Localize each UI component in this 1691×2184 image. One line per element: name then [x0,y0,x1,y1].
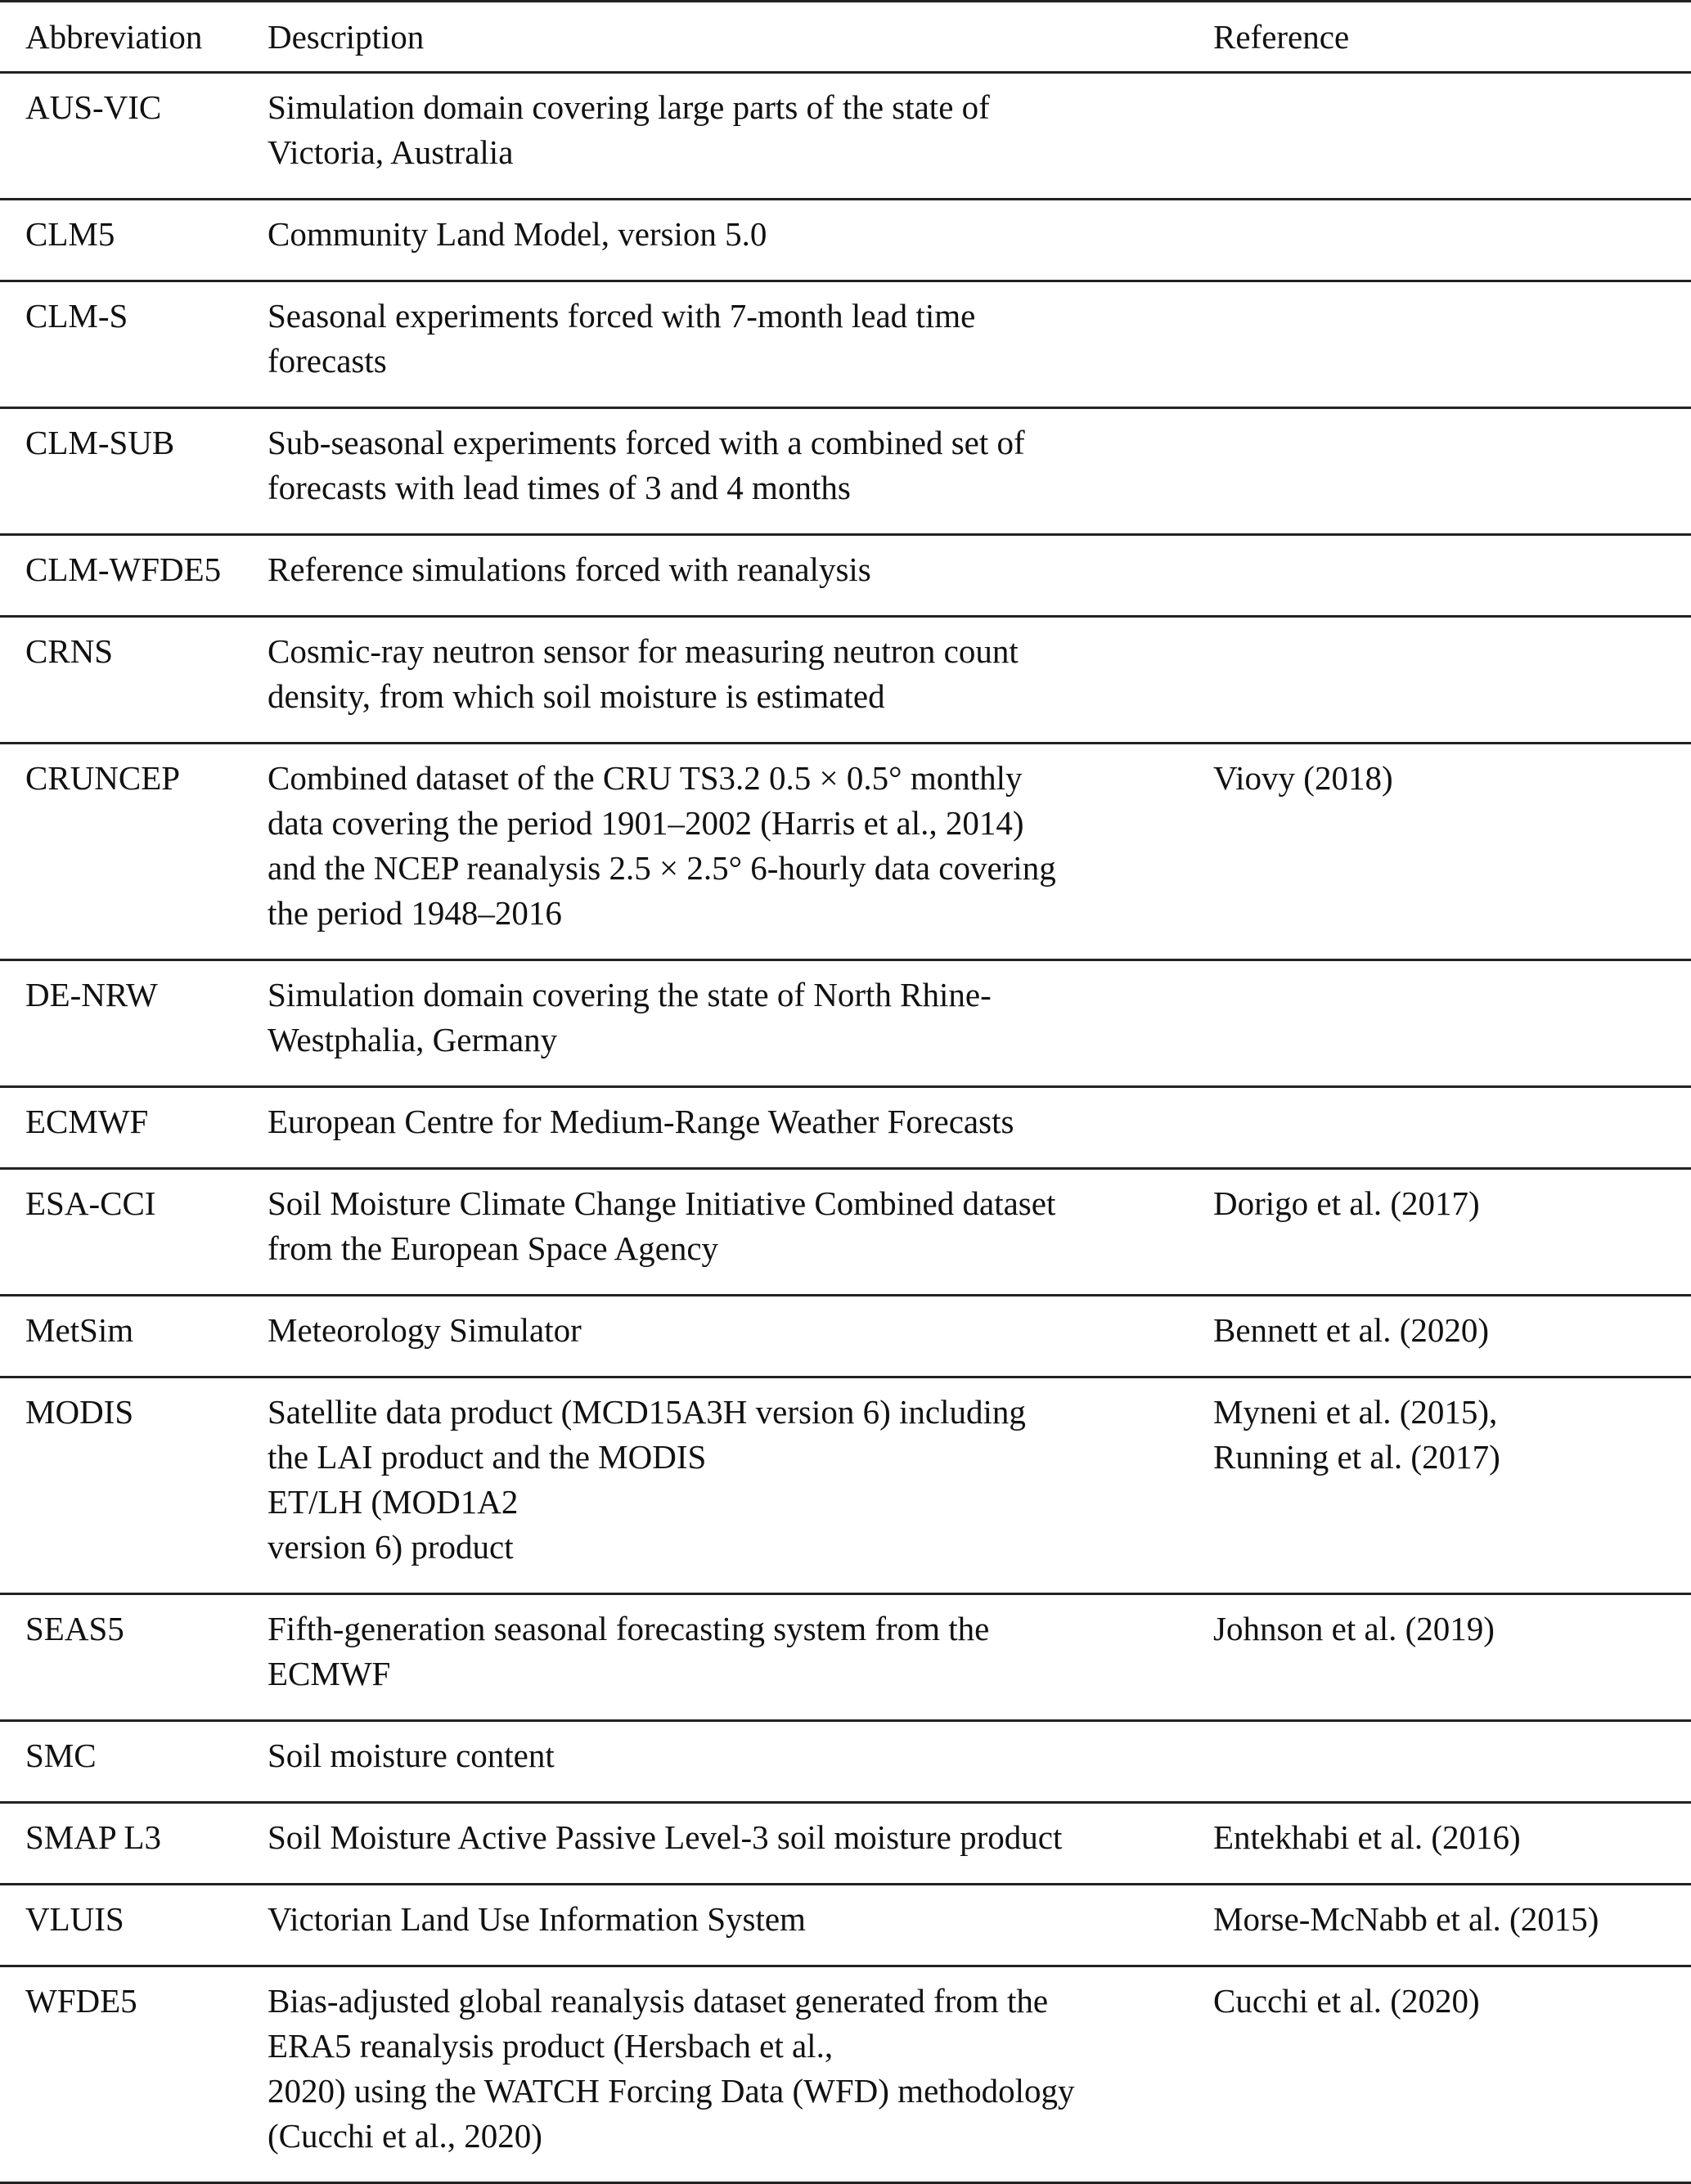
description-line: Cosmic-ray neutron sensor for measuring neutron count [268,632,1019,670]
reference-cell [1213,408,1691,535]
abbreviation-cell: MetSim [25,1311,134,1349]
description-line: density, from which soil moisture is estimated [268,677,885,715]
description-cell [268,1377,1213,1594]
description-line: Victorian Land Use Information System [268,1900,806,1938]
reference-cell [1213,960,1691,1087]
description-cell [268,73,1213,200]
abbreviation-cell: VLUIS [25,1900,124,1938]
table-row [0,1966,1691,2183]
header-description: Description [268,17,425,56]
reference-line: Bennett et al. (2020) [1213,1311,1490,1349]
reference-cell [1213,1594,1691,1721]
table-body [0,73,1691,2183]
header-row [0,2,1691,73]
description-line: ERA5 reanalysis product (Hersbach et al., [268,2027,834,2065]
description-line: Simulation domain covering large parts of the state of [268,88,990,126]
description-line: Community Land Model, version 5.0 [268,215,767,253]
table-row [0,1169,1691,1296]
description-line: data covering the period 1901–2002 (Harris et al., 2014) [268,804,1024,842]
table-row [0,744,1691,960]
description-line: Combined dataset of the CRU TS3.2 0.5 × 0.5° monthly [268,759,1023,797]
table-row [0,1087,1691,1169]
reference-line: Viovy (2018) [1213,759,1393,797]
description-line: 2020) using the WATCH Forcing Data (WFD) methodology [268,2072,1075,2110]
abbreviation-cell: CLM-S [25,297,128,335]
reference-line: Myneni et al. (2015), [1213,1393,1498,1431]
reference-line: Entekhabi et al. (2016) [1213,1818,1521,1856]
description-line: forecasts with lead times of 3 and 4 months [268,469,851,506]
abbreviation-cell: MODIS [25,1393,134,1431]
reference-line: Johnson et al. (2019) [1213,1610,1495,1647]
description-line: Meteorology Simulator [268,1311,582,1349]
table-row [0,1296,1691,1377]
abbreviation-cell: DE-NRW [25,976,158,1013]
table-row [0,1594,1691,1721]
reference-cell [1213,535,1691,617]
description-line: version 6) product [268,1528,514,1566]
abbreviation-cell: CRUNCEP [25,759,181,797]
header-abbreviation: Abbreviation [25,17,203,56]
abbreviation-cell: ESA-CCI [25,1184,156,1222]
description-cell [268,1966,1213,2183]
table-row [0,1885,1691,1966]
abbreviation-cell: CLM5 [25,215,115,253]
reference-cell [1213,1296,1691,1377]
description-line: Fifth-generation seasonal forecasting system from the [268,1610,990,1647]
table-header [0,2,1691,73]
description-line: forecasts [268,342,387,380]
reference-cell [1213,1169,1691,1296]
reference-cell [1213,744,1691,960]
reference-cell [1213,1721,1691,1803]
reference-cell [1213,1087,1691,1169]
description-cell [268,1594,1213,1721]
reference-cell [1213,1377,1691,1594]
description-cell [268,200,1213,281]
table-row [0,535,1691,617]
abbreviation-cell: CLM-WFDE5 [25,550,222,588]
description-line: Soil Moisture Active Passive Level-3 soil moisture product [268,1818,1063,1856]
description-line: Seasonal experiments forced with 7-month lead time [268,297,976,335]
description-line: (Cucchi et al., 2020) [268,2117,542,2155]
reference-cell [1213,281,1691,408]
reference-line: Running et al. (2017) [1213,1438,1500,1476]
description-line: Satellite data product (MCD15A3H version 6) including [268,1393,1026,1431]
reference-cell [1213,1966,1691,2183]
table-row [0,281,1691,408]
description-cell [268,1885,1213,1966]
reference-cell [1213,73,1691,200]
table-row [0,408,1691,535]
description-line: Reference simulations forced with reanalysis [268,550,871,588]
abbreviation-cell: CLM-SUB [25,424,175,461]
description-line: Soil moisture content [268,1737,555,1774]
abbreviation-cell: CRNS [25,632,114,670]
reference-cell [1213,200,1691,281]
description-line: Simulation domain covering the state of North Rhine- [268,976,992,1013]
description-cell [268,617,1213,744]
description-cell [268,1296,1213,1377]
abbreviation-cell: SEAS5 [25,1610,124,1647]
abbreviation-cell: AUS-VIC [25,88,162,126]
description-cell [268,1721,1213,1803]
description-line: Bias-adjusted global reanalysis dataset generated from the [268,1982,1049,2020]
description-line: the LAI product and the MODIS [268,1438,707,1476]
table-row [0,960,1691,1087]
description-line: Victoria, Australia [268,133,514,171]
table-row [0,73,1691,200]
description-line: and the NCEP reanalysis 2.5 × 2.5° 6-hourly data covering [268,849,1056,887]
description-cell [268,744,1213,960]
reference-cell [1213,1885,1691,1966]
description-cell [268,960,1213,1087]
table-row [0,1721,1691,1803]
description-line: Soil Moisture Climate Change Initiative Combined dataset [268,1184,1056,1222]
description-line: ECMWF [268,1655,391,1692]
description-cell [268,535,1213,617]
description-cell [268,408,1213,535]
table-row [0,1377,1691,1594]
reference-cell [1213,1803,1691,1885]
description-line: ET/LH (MOD1A2 [268,1483,519,1521]
description-line: Westphalia, Germany [268,1021,558,1058]
reference-line: Morse-McNabb et al. (2015) [1213,1900,1599,1938]
description-line: the period 1948–2016 [268,894,562,932]
description-cell [268,1087,1213,1169]
description-cell [268,1803,1213,1885]
description-cell [268,1169,1213,1296]
description-line: from the European Space Agency [268,1229,719,1267]
header-reference: Reference [1213,17,1350,56]
table-row [0,200,1691,281]
table-row [0,1803,1691,1885]
description-cell [268,281,1213,408]
reference-line: Cucchi et al. (2020) [1213,1982,1480,2020]
table-row [0,617,1691,744]
abbreviation-cell: SMC [25,1737,97,1774]
abbreviation-cell: WFDE5 [25,1982,137,2020]
abbreviation-cell: SMAP L3 [25,1818,161,1856]
reference-cell [1213,617,1691,744]
description-line: European Centre for Medium-Range Weather Forecasts [268,1103,1014,1140]
description-line: Sub-seasonal experiments forced with a combined set of [268,424,1025,461]
abbreviation-cell: ECMWF [25,1103,149,1140]
reference-line: Dorigo et al. (2017) [1213,1184,1480,1222]
